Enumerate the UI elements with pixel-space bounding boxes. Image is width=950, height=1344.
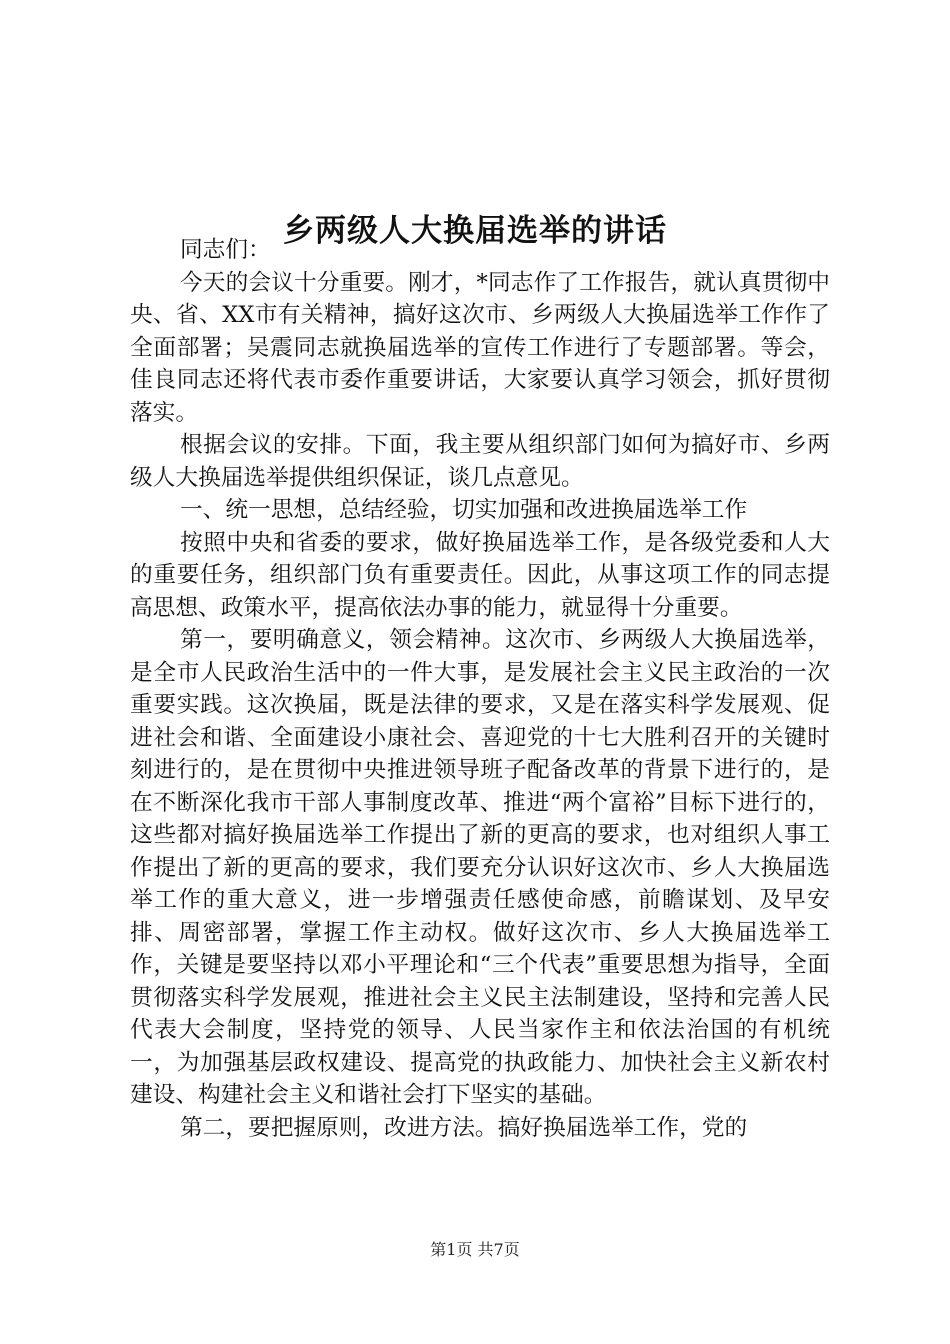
salutation: 同志们：	[180, 237, 271, 263]
paragraph-requirements: 按照中央和省委的要求，做好换届选举工作，是各级党委和人大的重要任务，组织部门负有重要责任。因此，从事这项工作的同志提高思想、政策水平，提高依法办事的能力，就显得十分重要。	[130, 529, 830, 621]
paragraph-point-1: 第一，要明确意义，领会精神。这次市、乡两级人大换届选举，是全市人民政治生活中的一件大事，是发展社会主义民主政治的一次重要实践。这次换届，既是法律的要求，又是在落实科学发展观、促进社会和谐、全面建设小康社会、喜迎党的十七大胜利召开的关键时刻进行的，是在贯彻中央推进领导班子配备改革的背景下进行的，是在不断深化我市干部人事制度改革、推进“两个富裕”目标下进行的，这些都对搞好换届选举工作提出了新的更高的要求，也对组织人事工作提出了新的更高的要求，我们要充分认识好这次市、乡人大换届选举工作的重大意义，进一步增强责任感使命感，前瞻谋划、及早安排、周密部署，掌握工作主动权。做好这次市、乡人大换届选举工作，关键是要坚持以邓小平理论和“三个代表”重要思想为指导，全面贯彻落实科学发展观，推进社会主义民主法制建设，坚持和完善人民代表大会制度，坚持党的领导、人民当家作主和依法治国的有机统一，为加强基层政权建设、提高党的执政能力、加快社会主义新农村建设、构建社会主义和谐社会打下坚实的基础。	[130, 627, 830, 1108]
document-body	[130, 234, 830, 1144]
paragraph-opening: 今天的会议十分重要。刚才，*同志作了工作报告，就认真贯彻中央、省、XX市有关精神，搞好这次市、乡两级人大换届选举工作作了全面部署；吴震同志就换届选举的宣传工作进行了专题部署。等会，佳良同志还将代表市委作重要讲话，大家要认真学习领会，抓好贯彻落实。	[130, 269, 830, 426]
section-heading-1: 一、统一思想，总结经验，切实加强和改进换届选举工作	[180, 497, 748, 523]
page-footer: 第1页 共7页	[430, 1240, 520, 1259]
paragraph-point-2: 第二，要把握原则，改进方法。搞好换届选举工作，党的	[180, 1114, 748, 1141]
page-title: 乡两级人大换届选举的讲话	[283, 212, 667, 249]
paragraph-arrangement: 根据会议的安排。下面，我主要从组织部门如何为搞好市、乡两级人大换届选举提供组织保证，谈几点意见。	[130, 432, 830, 491]
